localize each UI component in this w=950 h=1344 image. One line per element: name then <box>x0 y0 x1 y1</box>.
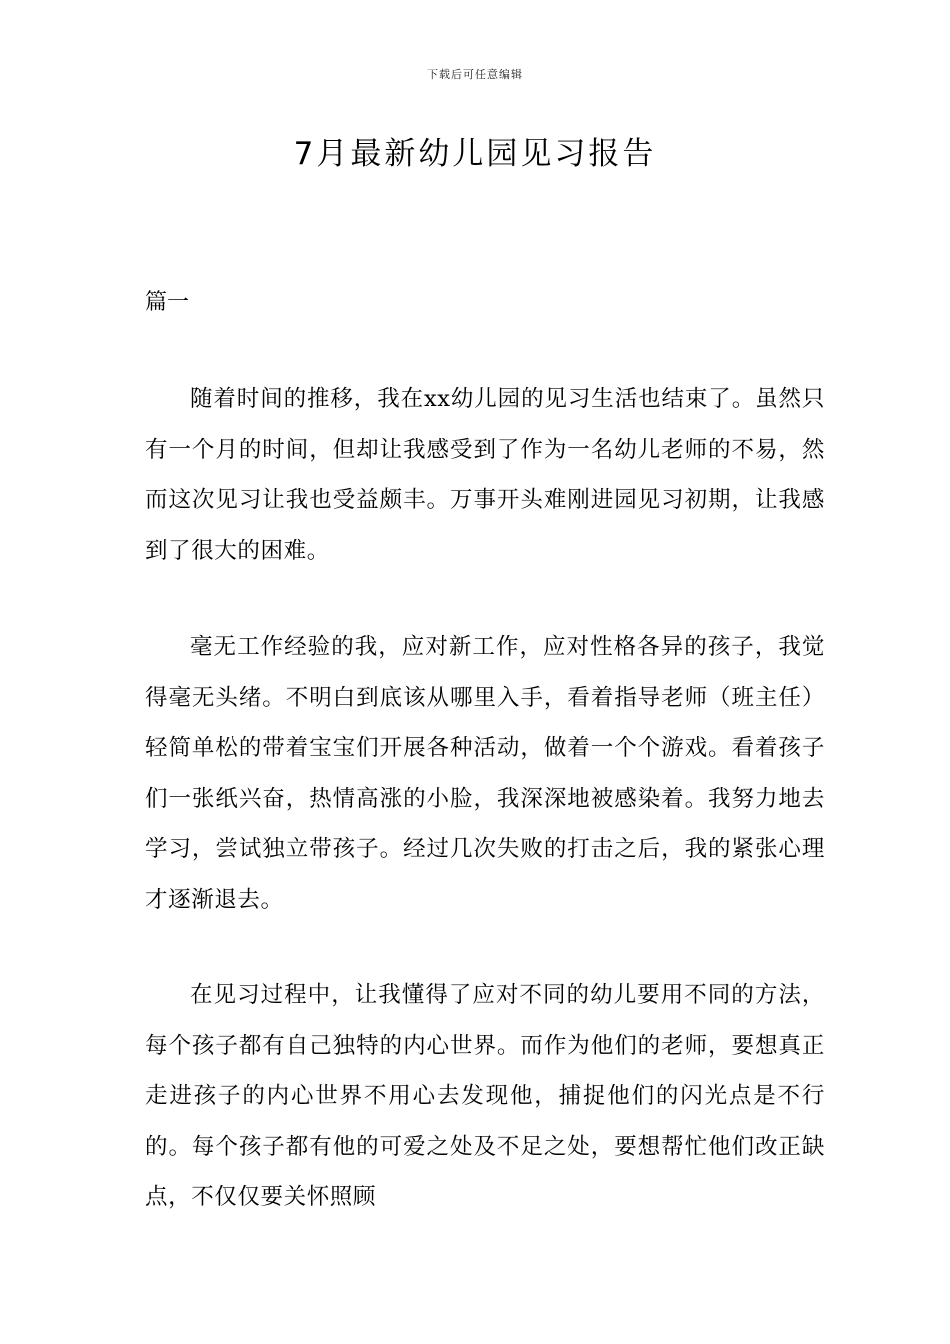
document-title: 7月最新幼儿园见习报告 <box>293 136 657 172</box>
paragraph-text: 随着时间的推移，我在xx幼儿园的见习生活也结束了。虽然只有一个月的时间，但却让我感受到了作为一名幼儿老师的不易，然而这次见习让我也受益颇丰。万事开头难刚进园见习初期，让我感到了很大的困难。 <box>145 386 825 564</box>
paragraph-3 <box>145 970 825 1223</box>
paragraph-text: 在见习过程中，让我懂得了应对不同的幼儿要用不同的方法，每个孩子都有自己独特的内心世界。而作为他们的老师，要想真正走进孩子的内心世界不用心去发现他，捕捉他们的闪光点是不行的。每个孩子都有他的可爱之处及不足之处，要想帮忙他们改正缺点，不仅仅要关怀照顾 <box>145 982 825 1210</box>
paragraph-1 <box>145 374 825 576</box>
section-heading: 篇一 <box>145 290 190 315</box>
paragraph-text: 毫无工作经验的我，应对新工作，应对性格各异的孩子，我觉得毫无头绪。不明白到底该从哪里入手，看着指导老师（班主任）轻简单松的带着宝宝们开展各种活动，做着一个个游戏。看着孩子们一张纸兴奋，热情高涨的小脸，我深深地被感染着。我努力地去学习，尝试独立带孩子。经过几次失败的打击之后，我的紧张心理才逐渐退去。 <box>145 634 825 913</box>
page-header-note: 下载后可任意编辑 <box>427 68 523 81</box>
paragraph-2 <box>145 622 825 925</box>
